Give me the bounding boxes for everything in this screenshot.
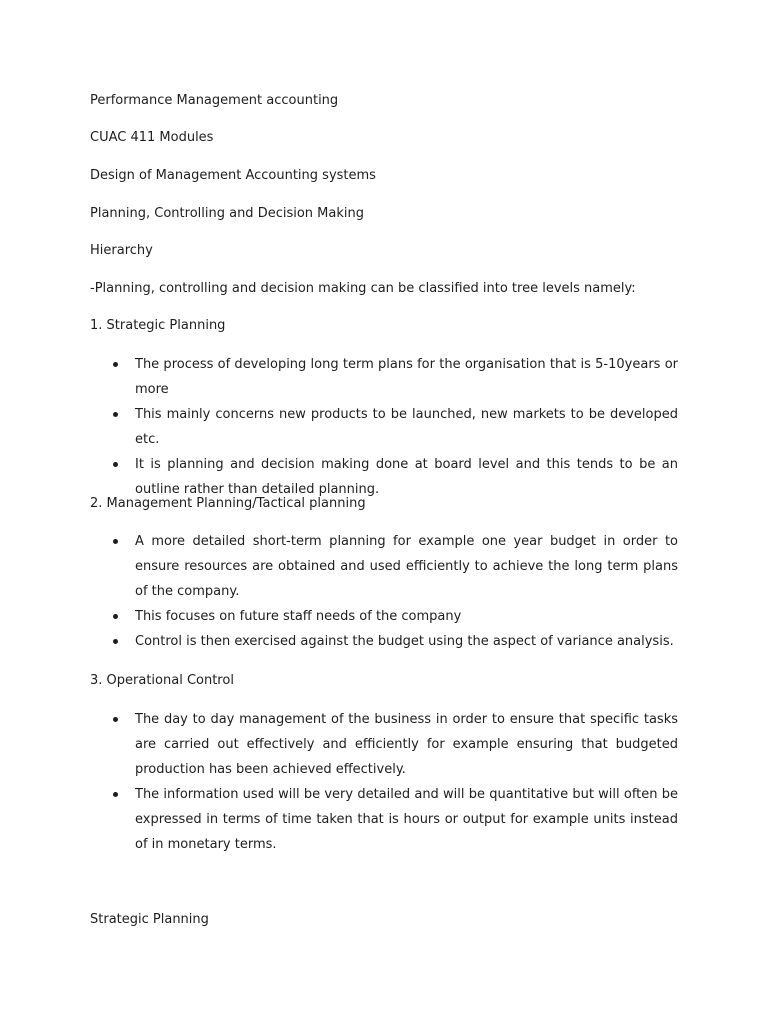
bullet-text: This mainly concerns new products to be launched, new markets to be developed etc. xyxy=(135,407,678,447)
module-code: CUAC 411 Modules xyxy=(90,130,214,145)
list-item xyxy=(90,707,678,782)
intro-paragraph: -Planning, controlling and decision making can be classified into tree levels namely: xyxy=(90,281,636,296)
topic-heading: Design of Management Accounting systems xyxy=(90,168,376,183)
section-heading-operational-control: 3. Operational Control xyxy=(90,673,234,688)
list-item xyxy=(90,782,678,857)
section-heading-strategic-planning: 1. Strategic Planning xyxy=(90,318,226,333)
bullet-icon xyxy=(113,362,118,367)
list-item xyxy=(90,629,678,654)
bullet-list-strategic-planning xyxy=(90,352,678,502)
section-heading-management-planning: 2. Management Planning/Tactical planning xyxy=(90,496,366,511)
bullet-icon xyxy=(113,412,118,417)
bullet-text: The day to day management of the business in order to ensure that specific tasks are carried out effectively and efficiently for example ensuring that budgeted production has been achieved effectively. xyxy=(135,712,678,777)
subtopic-heading: Planning, Controlling and Decision Making xyxy=(90,206,364,221)
bullet-list-management-planning xyxy=(90,529,678,654)
bullet-icon xyxy=(113,792,118,797)
bullet-text: It is planning and decision making done at board level and this tends to be an outline rather than detailed planning. xyxy=(135,457,678,497)
list-item xyxy=(90,402,678,452)
bullet-icon xyxy=(113,614,118,619)
document-title: Performance Management accounting xyxy=(90,93,339,108)
bullet-icon xyxy=(113,462,118,467)
bullet-text: This focuses on future staff needs of the company xyxy=(135,609,462,624)
bullet-text: A more detailed short-term planning for example one year budget in order to ensure resources are obtained and used efficiently to achieve the long term plans of the company. xyxy=(135,534,678,599)
bullet-text: Control is then exercised against the budget using the aspect of variance analysis. xyxy=(135,634,674,649)
bullet-text: The information used will be very detailed and will be quantitative but will often be expressed in terms of time taken that is hours or output for example units instead of in monetary terms. xyxy=(135,787,678,852)
list-item xyxy=(90,352,678,402)
bullet-list-operational-control xyxy=(90,707,678,857)
list-item xyxy=(90,452,678,502)
bullet-icon xyxy=(113,539,118,544)
bullet-text: The process of developing long term plans for the organisation that is 5-10years or more xyxy=(135,357,678,397)
list-item xyxy=(90,529,678,604)
bullet-icon xyxy=(113,717,118,722)
hierarchy-heading: Hierarchy xyxy=(90,243,153,258)
bullet-icon xyxy=(113,639,118,644)
closing-heading: Strategic Planning xyxy=(90,912,209,927)
list-item xyxy=(90,604,678,629)
